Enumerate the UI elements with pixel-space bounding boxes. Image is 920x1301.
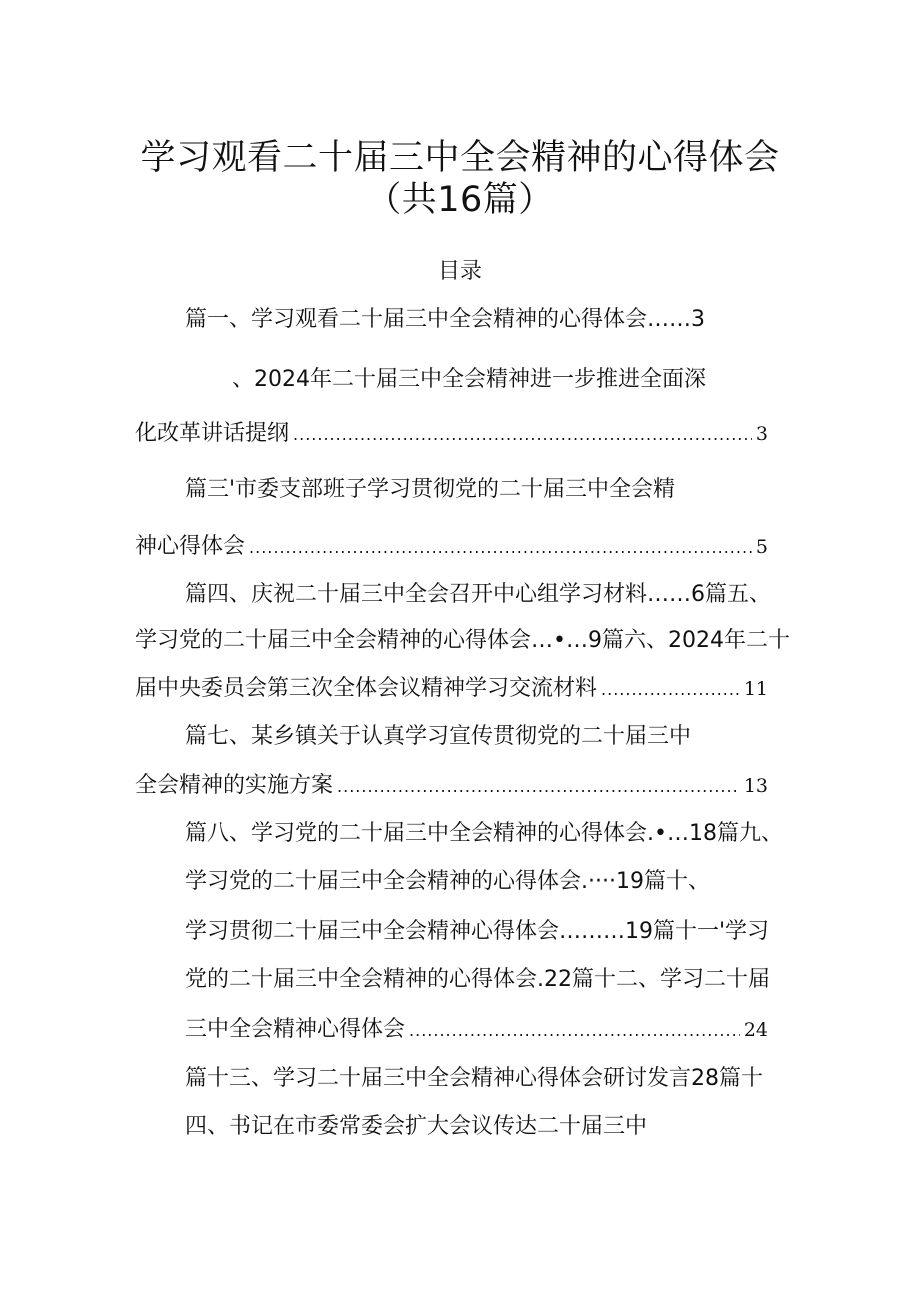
toc-page-number: 3 (755, 423, 768, 445)
toc-entry-title: 神心得体会 (135, 534, 246, 559)
toc-entry (185, 1016, 768, 1045)
toc-heading: 目录 (437, 259, 482, 284)
toc-line: 党的二十届三中全会精神的心得体会.22篇十二、学习二十届 (185, 967, 770, 992)
toc-leader-dots (601, 676, 740, 704)
toc-entry (135, 420, 768, 449)
toc-entry-title: 化改革讲话提纲 (135, 421, 290, 446)
toc-leader-dots (293, 421, 752, 449)
toc-page-number: 11 (743, 678, 768, 700)
toc-leader-dots (249, 534, 752, 562)
toc-line: 篇一、学习观看二十届三中全会精神的心得体会……3 (185, 307, 705, 332)
document-title-count: （共16篇） (366, 180, 554, 220)
toc-line: 篇八、学习党的二十届三中全会精神的心得体会.•…18篇九、 (185, 821, 783, 846)
toc-line: 篇七、某乡镇关于认真学习宣传贯彻党的二十届三中 (185, 724, 692, 749)
toc-page-number: 13 (743, 775, 768, 797)
toc-entry-title: 全会精神的实施方案 (135, 773, 334, 798)
toc-entry (135, 675, 768, 704)
toc-entry (135, 533, 768, 562)
toc-leader-dots (409, 1017, 740, 1045)
toc-entry (135, 772, 768, 801)
toc-page-number: 5 (755, 536, 768, 558)
toc-page-number: 24 (743, 1019, 768, 1041)
toc-line: 学习党的二十届三中全会精神的心得体会.····19篇十、 (185, 869, 710, 894)
toc-entry-title: 届中央委员会第三次全体会议精神学习交流材料 (135, 676, 598, 701)
toc-line: 、2024年二十届三中全会精神进一步推进全面深 (232, 367, 706, 392)
document-title: 学习观看二十届三中全会精神的心得体会 (140, 138, 780, 178)
toc-line: 篇四、庆祝二十届三中全会召开中心组学习材料……6篇五、 (185, 582, 771, 607)
toc-line: 四、书记在市委常委会扩大会议传达二十届三中 (185, 1114, 648, 1139)
toc-line: 篇三'市委支部班子学习贯彻党的二十届三中全会精 (185, 477, 676, 502)
toc-line: 学习贯彻二十届三中全会精神心得体会………19篇十一'学习 (185, 919, 770, 944)
toc-line: 篇十三、学习二十届三中全会精神心得体会研讨发言28篇十 (185, 1066, 763, 1091)
toc-leader-dots (337, 773, 740, 801)
toc-line: 学习党的二十届三中全会精神的心得体会…•…9篇六、2024年二十 (135, 628, 790, 653)
toc-entry-title: 三中全会精神心得体会 (185, 1017, 406, 1042)
